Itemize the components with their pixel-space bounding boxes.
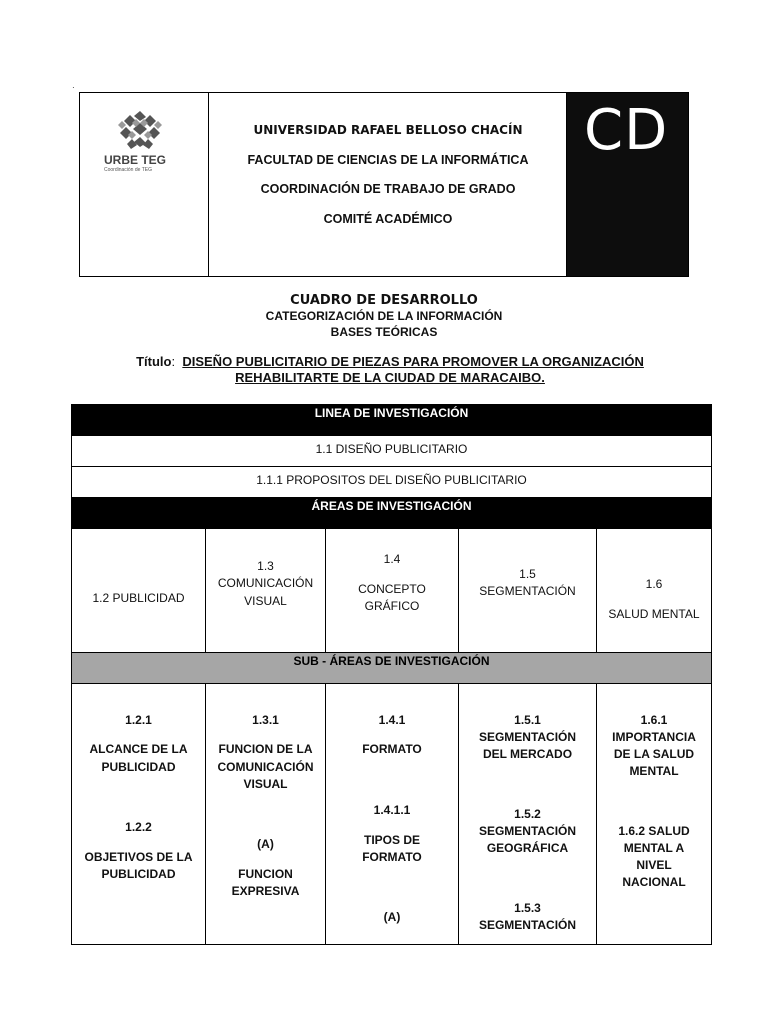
sub-area-text: NIVEL <box>636 858 672 872</box>
area-label: SEGMENTACIÓN <box>479 584 576 598</box>
sub-area-text: 1.2.1 <box>125 713 152 727</box>
sub-area-text: PUBLICIDAD <box>101 867 176 881</box>
area-number: 1.5 <box>519 567 536 581</box>
coordination-name: COORDINACIÓN DE TRABAJO DE GRADO <box>260 182 516 196</box>
area-cell-salud <box>597 529 711 652</box>
stray-mark: · <box>72 83 75 92</box>
area-number: 1.4 <box>383 552 401 566</box>
sub-area-text: MENTAL A <box>623 841 685 855</box>
sub-area-text: VISUAL <box>243 777 288 791</box>
sub-area-text: 1.5.1 <box>514 713 541 727</box>
sub-area-text: 1.2.2 <box>125 820 152 834</box>
svg-text:Coordinación de TEG: Coordinación de TEG <box>104 167 152 173</box>
area-label: COMUNICACIÓN <box>217 576 314 590</box>
thesis-title: Título: DISEÑO PUBLICITARIO DE PIEZAS PARA PROMOVER LA ORGANIZACIÓN REHABILITARTE DE LA CIUDAD DE MARACAIBO. <box>136 354 644 385</box>
sub-area-text: 1.5.3 <box>514 901 541 915</box>
sub-area-text: IMPORTANCIA <box>612 730 696 744</box>
title-label: Título <box>136 354 172 369</box>
sub-area-text: 1.6.2 SALUD <box>618 824 690 838</box>
sub-areas-header: SUB - ÁREAS DE INVESTIGACIÓN <box>72 653 711 684</box>
document-header <box>79 92 689 277</box>
cd-badge-text: CD <box>584 98 669 163</box>
sub-area-text: DE LA SALUD <box>613 747 695 761</box>
faculty-name: FACULTAD DE CIENCIAS DE LA INFORMÁTICA <box>247 153 529 167</box>
area-label: CONCEPTO <box>358 582 426 596</box>
sub-area-text: FORMATO <box>362 742 422 756</box>
sub-area-text: (A) <box>383 910 401 924</box>
sub-area-text: 1.3.1 <box>252 713 279 727</box>
area-number: 1.6 <box>645 577 663 591</box>
areas-row <box>72 529 711 653</box>
sub-area-text: SEGMENTACIÓN <box>478 918 577 932</box>
sub-area-text: FUNCION <box>238 867 293 881</box>
linea-row-2: 1.1.1 PROPOSITOS DEL DISEÑO PUBLICITARIO <box>72 467 711 498</box>
area-label: GRÁFICO <box>364 599 420 613</box>
sub-cell-segmentacion <box>459 684 597 944</box>
sub-cell-concepto <box>326 684 459 944</box>
sub-area-text: SEGMENTACIÓN <box>478 824 577 838</box>
document-subheading-1: CATEGORIZACIÓN DE LA INFORMACIÓN <box>265 309 503 323</box>
development-table <box>71 404 712 945</box>
sub-area-text: 1.6.1 <box>640 713 668 727</box>
sub-area-text: SEGMENTACIÓN <box>478 730 577 744</box>
sub-area-text: OBJETIVOS DE LA <box>84 850 193 864</box>
area-label: SALUD MENTAL <box>608 607 700 621</box>
sub-area-text: GEOGRÁFICA <box>486 841 569 855</box>
sub-area-text: DEL MERCADO <box>482 747 573 761</box>
sub-area-text: PUBLICIDAD <box>101 760 176 774</box>
sub-area-text: 1.5.2 <box>514 807 541 821</box>
sub-area-text: 1.4.1.1 <box>373 803 411 817</box>
area-label: VISUAL <box>244 594 287 608</box>
sub-areas-row <box>72 684 711 944</box>
area-number: 1.3 <box>257 559 274 573</box>
area-cell-publicidad <box>72 529 206 652</box>
area-label: 1.2 PUBLICIDAD <box>92 591 185 605</box>
institution-cell <box>209 93 567 276</box>
document-subheading-2: BASES TEÓRICAS <box>330 325 438 339</box>
committee-name: COMITÉ ACADÉMICO <box>323 212 453 226</box>
sub-area-text: 1.4.1 <box>378 713 406 727</box>
sub-cell-salud <box>597 684 711 944</box>
sub-area-text: FUNCION DE LA <box>218 742 313 756</box>
document-heading: CUADRO DE DESARROLLO <box>290 293 478 308</box>
linea-header: LINEA DE INVESTIGACIÓN <box>72 405 711 436</box>
urbe-teg-logo <box>102 107 178 173</box>
sub-area-text: EXPRESIVA <box>231 884 300 898</box>
university-name: UNIVERSIDAD RAFAEL BELLOSO CHACÍN <box>253 123 523 137</box>
area-cell-segmentacion <box>459 529 597 652</box>
area-cell-comunicacion <box>206 529 326 652</box>
sub-area-text: ALCANCE DE LA <box>89 742 188 756</box>
areas-header: ÁREAS DE INVESTIGACIÓN <box>72 498 711 529</box>
sub-area-text: (A) <box>257 837 274 851</box>
linea-row-1: 1.1 DISEÑO PUBLICITARIO <box>72 436 711 467</box>
sub-area-text: NACIONAL <box>622 875 686 889</box>
sub-area-text: MENTAL <box>629 764 679 778</box>
sub-area-text: COMUNICACIÓN <box>217 760 314 774</box>
sub-area-text: FORMATO <box>362 850 422 864</box>
sub-cell-publicidad <box>72 684 206 944</box>
cd-badge <box>567 93 688 276</box>
svg-text:URBE TEG: URBE TEG <box>104 153 167 167</box>
area-cell-concepto <box>326 529 459 652</box>
sub-area-text: TIPOS DE <box>363 833 420 847</box>
title-value: DISEÑO PUBLICITARIO DE PIEZAS PARA PROMOVER LA ORGANIZACIÓN REHABILITARTE DE LA CIUDAD DE MARACAIBO. <box>182 354 644 385</box>
sub-cell-comunicacion <box>206 684 326 944</box>
logo-cell <box>80 93 209 276</box>
